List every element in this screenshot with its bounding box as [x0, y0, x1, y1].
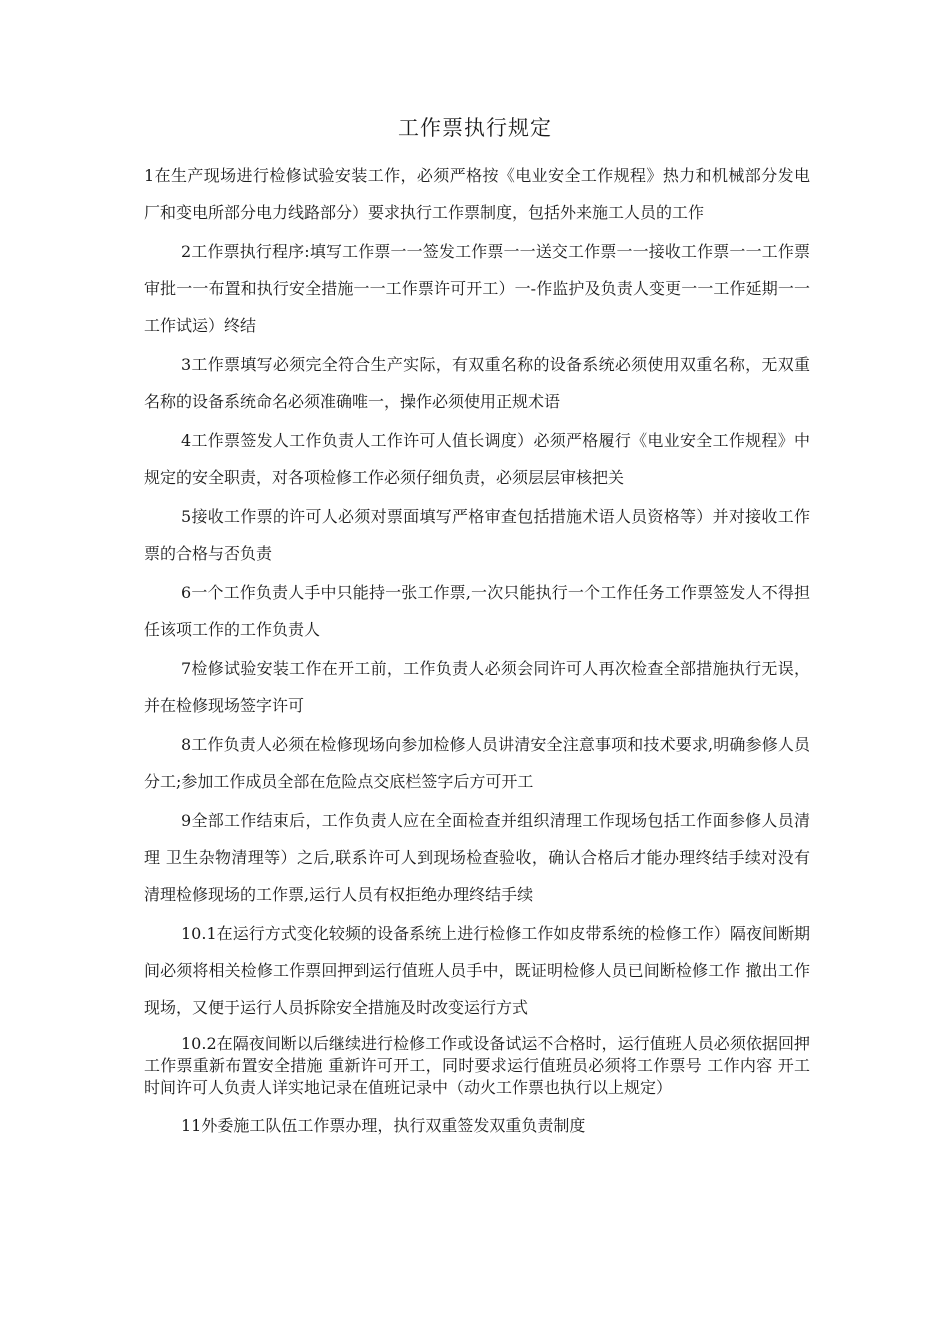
paragraph-10-2: 10.2在隔夜间断以后继续进行检修工作或设备试运不合格时，运行值班人员必须依据回押工作票重新布置安全措施 重新许可开工，同时要求运行值班员必须将工作票号 工作内容 开工时间许可人负责人详实地记录在值班记录中（动火工作票也执行以上规定） — [144, 1034, 810, 1097]
paragraph-9: 9全部工作结束后，工作负责人应在全面检查并组织清理工作现场包括工作面参修人员清理 卫生杂物清理等）之后,联系许可人到现场检查验收，确认合格后才能办理终结手续对没有清理检修现场的工作票,运行人员有权拒绝办理终结手续 — [144, 811, 810, 904]
paragraph-1: 1在生产现场进行检修试验安装工作，必须严格按《电业安全工作规程》热力和机械部分发电厂和变电所部分电力线路部分）要求执行工作票制度，包括外来施工人员的工作 — [144, 166, 810, 222]
paragraph-7: 7检修试验安装工作在开工前，工作负责人必须会同许可人再次检查全部措施执行无误，并在检修现场签字许可 — [144, 659, 810, 715]
paragraph-6: 6一个工作负责人手中只能持一张工作票,一次只能执行一个工作任务工作票签发人不得担任该项工作的工作负责人 — [144, 583, 810, 639]
document-title: 工作票执行规定 — [398, 116, 552, 140]
paragraph-5: 5接收工作票的许可人必须对票面填写严格审查包括措施术语人员资格等）并对接收工作票的合格与否负责 — [144, 507, 810, 563]
paragraph-2: 2工作票执行程序:填写工作票一一签发工作票一一送交工作票一一接收工作票一一工作票审批一一布置和执行安全措施一一工作票许可开工）一-作监护及负责人变更一一工作延期一一工作试运）终结 — [144, 242, 810, 335]
document-body — [144, 157, 810, 1144]
paragraph-11: 11外委施工队伍工作票办理，执行双重签发双重负责制度 — [181, 1116, 586, 1135]
paragraph-4: 4工作票签发人工作负责人工作许可人值长调度）必须严格履行《电业安全工作规程》中规定的安全职责，对各项检修工作必须仔细负责，必须层层审核把关 — [144, 431, 810, 487]
paragraph-3: 3工作票填写必须完全符合生产实际，有双重名称的设备系统必须使用双重名称，无双重名称的设备系统命名必须准确唯一，操作必须使用正规术语 — [144, 355, 810, 411]
paragraph-8: 8工作负责人必须在检修现场向参加检修人员讲清安全注意事项和技术要求,明确参修人员分工;参加工作成员全部在危险点交底栏签字后方可开工 — [144, 735, 810, 791]
paragraph-10-1: 10.1在运行方式变化较频的设备系统上进行检修工作如皮带系统的检修工作）隔夜间断期间必须将相关检修工作票回押到运行值班人员手中，既证明检修人员已间断检修工作 撤出工作现场，又便于运行人员拆除安全措施及时改变运行方式 — [144, 924, 810, 1017]
